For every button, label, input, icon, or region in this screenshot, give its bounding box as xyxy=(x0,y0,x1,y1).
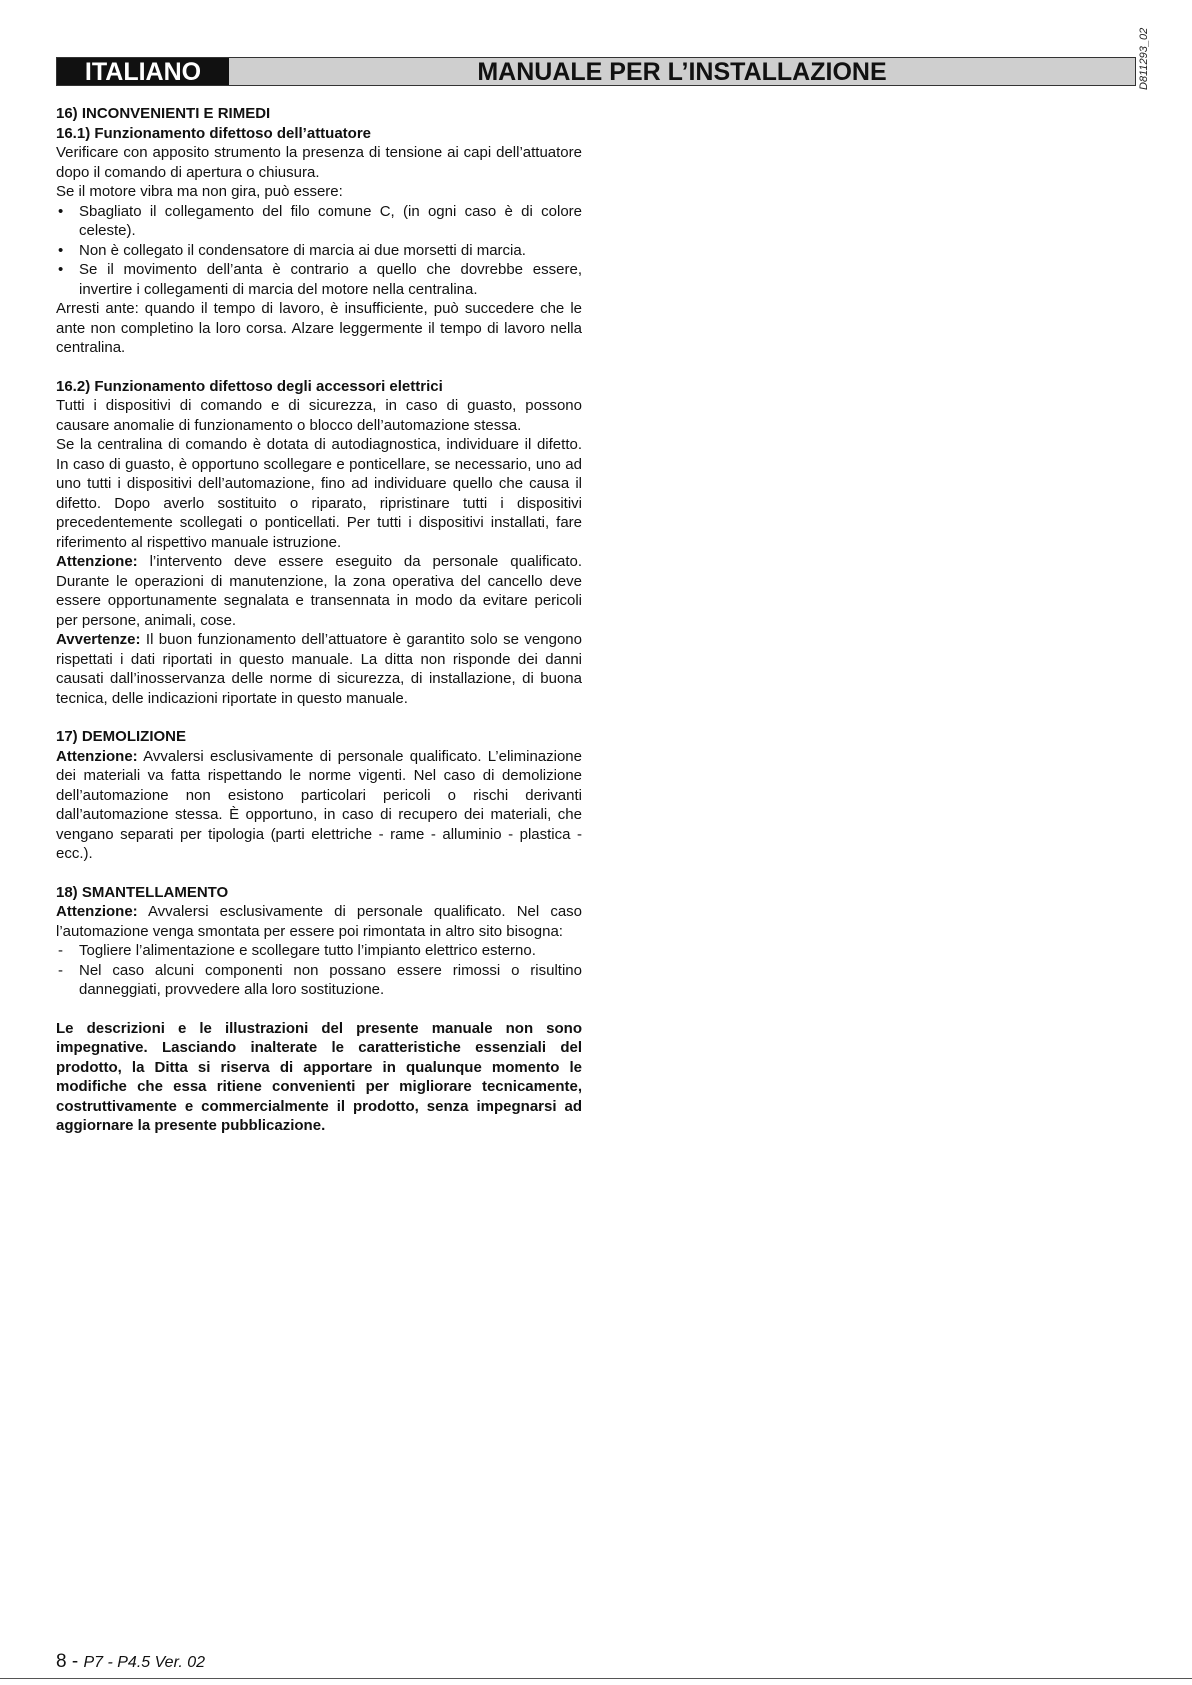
section-18-dash-list xyxy=(56,941,582,1000)
section-16-2-paragraph-2: Se la centralina di comando è dotata di autodiagnostica, individuare il difetto. In caso di guasto, è opportuno scollegare e ponticellare, se necessario, uno ad uno tutti i dispositivi dell’automazione, fino ad individuare quello che causa il difetto. Dopo averlo sostituito o riparato, ripristinare tutti i dispositivi precedentemente scollegati o ponticellati. Per tutti i dispositivi installati, fare riferimento al rispettivo manuale istruzione. xyxy=(56,436,582,551)
list-item xyxy=(56,260,582,299)
spacer xyxy=(56,708,582,727)
section-16-1-bullet-list xyxy=(56,202,582,300)
list-item-text: Sbagliato il collegamento del filo comune C, (in ogni caso è di colore celeste). xyxy=(79,202,582,239)
attention-label: Attenzione: xyxy=(56,903,138,920)
language-label: ITALIANO xyxy=(57,58,229,85)
section-16-2-paragraph-1: Tutti i dispositivi di comando e di sicurezza, in caso di guasto, possono causare anomalie di funzionamento o blocco dell’automazione stessa. xyxy=(56,397,582,434)
page-number: 8 - xyxy=(56,1651,84,1672)
list-item xyxy=(56,961,582,1000)
section-18-attention xyxy=(56,902,582,941)
section-16-title: 16) INCONVENIENTI E RIMEDI xyxy=(56,105,271,122)
list-item-text: Togliere l’alimentazione e scollegare tutto l’impianto elettrico esterno. xyxy=(79,942,536,959)
section-16-1-paragraph-1: Verificare con apposito strumento la presenza di tensione ai capi dell’attuatore dopo il comando di apertura o chiusura. xyxy=(56,144,582,181)
section-16-1-paragraph-2: Se il motore vibra ma non gira, può essere: xyxy=(56,183,343,200)
footer-divider xyxy=(0,1678,1192,1679)
bullet-marker: • xyxy=(58,261,64,278)
section-16-2-warnings xyxy=(56,630,582,708)
attention-label: Attenzione: xyxy=(56,553,138,570)
dash-marker: - xyxy=(58,942,63,959)
page-footer xyxy=(56,1651,205,1673)
spacer xyxy=(56,1000,582,1019)
list-item-text: Nel caso alcuni componenti non possano essere rimossi o risultino danneggiati, provvedere alla loro sostituzione. xyxy=(79,961,582,998)
section-17-title: 17) DEMOLIZIONE xyxy=(56,728,187,745)
page-header xyxy=(56,57,1136,86)
section-17-attention xyxy=(56,747,582,864)
model-version: P7 - P4.5 Ver. 02 xyxy=(83,1654,205,1671)
attention-text: Avvalersi esclusivamente di personale qualificato. L’eliminazione dei materiali va fatta rispettando le norme vigenti. Nel caso di demolizione dell’automazione non esistono particolari pericoli o rischi derivanti dall’automazione stessa. È opportuno, in caso di recupero dei materiali, che vengano separati per tipologia (parti elettriche - rame - alluminio - plastica - ecc.). xyxy=(56,747,582,862)
section-16-2-attention xyxy=(56,552,582,630)
manual-title: MANUALE PER L’INSTALLAZIONE xyxy=(477,58,887,86)
section-16-1-paragraph-3: Arresti ante: quando il tempo di lavoro, è insufficiente, può succedere che le ante non completino la loro corsa. Alzare leggermente il tempo di lavoro nella centralina. xyxy=(56,300,582,356)
list-item xyxy=(56,941,582,961)
bullet-marker: • xyxy=(58,202,64,220)
list-item-text: Non è collegato il condensatore di marcia ai due morsetti di marcia. xyxy=(79,241,526,259)
spacer xyxy=(56,864,582,883)
spacer xyxy=(56,358,582,377)
section-16-1-title: 16.1) Funzionamento difettoso dell’attuatore xyxy=(56,124,372,142)
attention-label: Attenzione: xyxy=(56,747,138,765)
disclaimer: Le descrizioni e le illustrazioni del presente manuale non sono impegnative. Lasciando inalterate le caratteristiche essenziali del prodotto, la Ditta si riserva di apportare in qualunque momento le modifiche che essa ritiene convenienti per migliorare tecnicamente, costruttivamente e commercialmente il prodotto, senza impegnarsi ad aggiornare la presente pubblicazione. xyxy=(56,1019,582,1134)
list-item-text: Se il movimento dell’anta è contrario a quello che dovrebbe essere, invertire i collegamenti di marcia del motore nella centralina. xyxy=(79,261,582,298)
section-16-2-title: 16.2) Funzionamento difettoso degli accessori elettrici xyxy=(56,377,443,395)
warnings-label: Avvertenze: xyxy=(56,631,141,648)
attention-text: l’intervento deve essere eseguito da personale qualificato. Durante le operazioni di manutenzione, la zona operativa del cancello deve essere opportunamente segnalata e transennata in modo da evitare pericoli per persone, animali, cose. xyxy=(56,553,582,629)
list-item xyxy=(56,202,582,241)
dash-marker: - xyxy=(58,961,63,979)
warnings-text: Il buon funzionamento dell’attuatore è garantito solo se vengono rispettati i dati riportati in questo manuale. La ditta non risponde dei danni causati dall’inosservanza delle norme di sicurezza, di installazione, di buona tecnica, delle indicazioni riportate in questo manuale. xyxy=(56,631,582,707)
list-item xyxy=(56,241,582,261)
attention-text: Avvalersi esclusivamente di personale qualificato. Nel caso l’automazione venga smontata per essere poi rimontata in altro sito bisogna: xyxy=(56,903,582,940)
document-code: D811293_02 xyxy=(1138,27,1150,90)
bullet-marker: • xyxy=(58,241,64,259)
main-column xyxy=(56,104,582,1136)
section-18-title: 18) SMANTELLAMENTO xyxy=(56,883,229,901)
